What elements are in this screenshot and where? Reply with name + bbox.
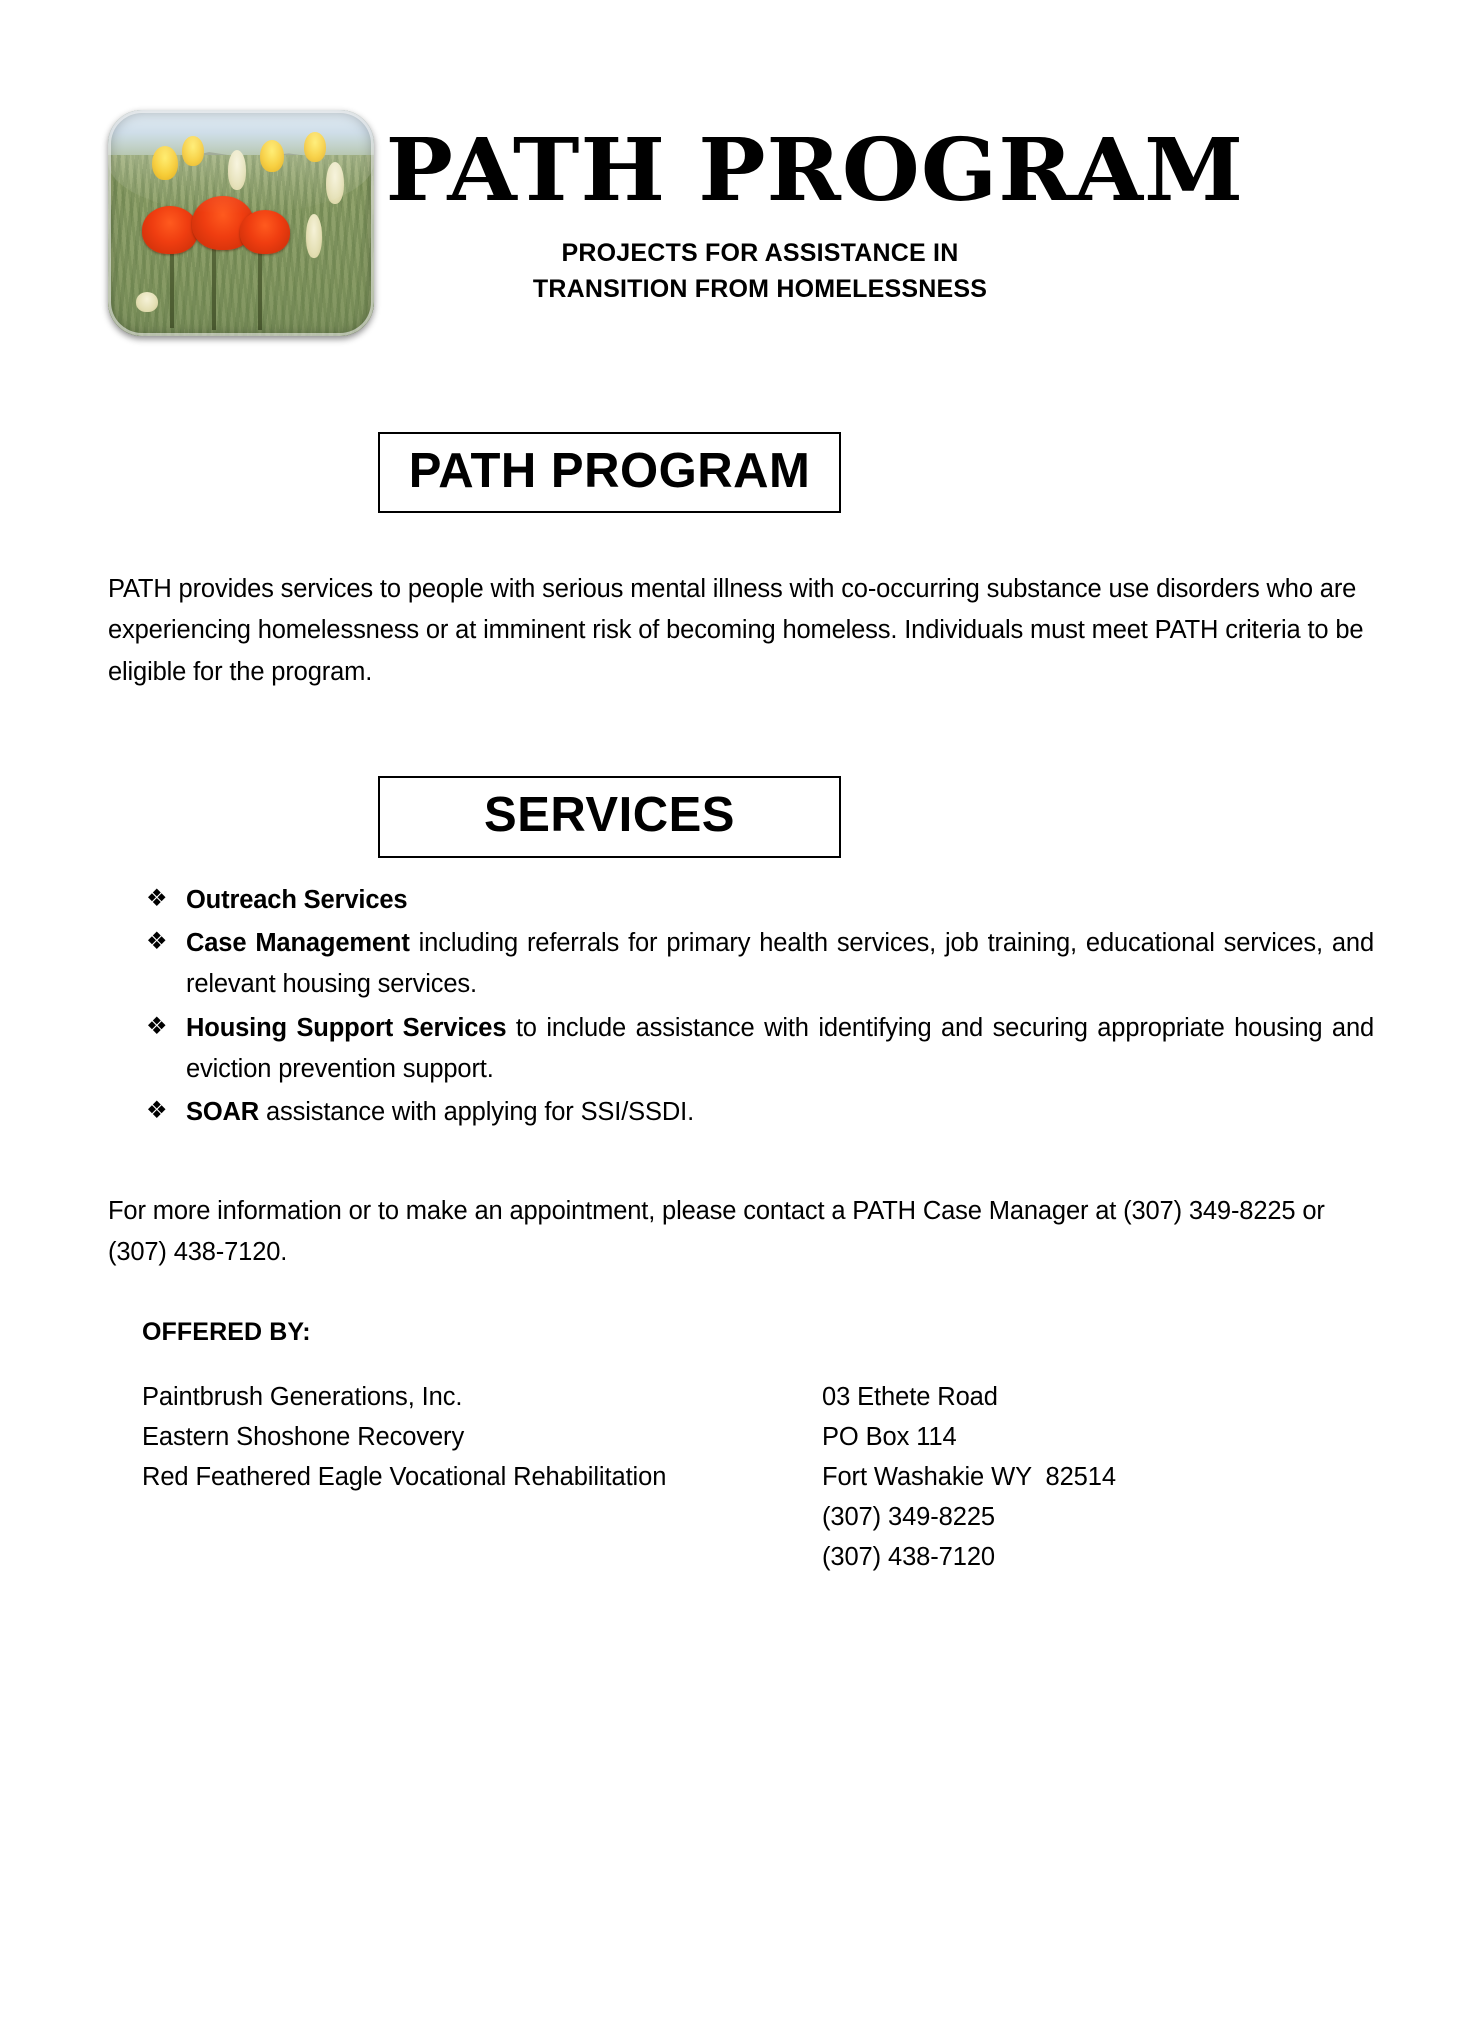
list-item-term: SOAR [186,1098,260,1127]
spacer [0,360,1484,432]
header-title-block [385,120,1245,307]
organization-name: Paintbrush Generations, Inc. [142,1382,463,1411]
services-block [108,880,1374,1134]
offered-by-organizations [142,1377,822,1577]
list-item [146,1008,1374,1091]
photo-yellow-bloom [182,136,204,166]
list-item-text: assistance with applying for SSI/SSDI. [259,1098,695,1127]
page-subtitle-line-1: PROJECTS FOR ASSISTANCE IN [561,239,959,267]
spacer [0,1136,1484,1166]
address-line: PO Box 114 [822,1422,957,1451]
diamond-bullet-icon: ❖ [146,1012,168,1040]
photo-cream-bloom [228,150,246,190]
diamond-bullet-icon: ❖ [146,884,168,912]
page-subtitle [400,236,1120,307]
offered-by-address [822,1377,1242,1577]
program-description-paragraph: PATH provides services to people with serious mental illness with co-occurring substance use disorders who are experiencing homelessness or at imminent risk of becoming homeless. Individuals must meet PATH criteria to be eligible for the program. [108,574,1364,686]
organization-name: Red Feathered Eagle Vocational Rehabilitation [142,1462,667,1491]
photo-red-bloom [142,206,198,254]
list-item [146,923,1374,1006]
list-item-term: Housing Support Services [186,1013,507,1042]
program-description-block [108,569,1374,693]
photo-cream-bloom [136,292,158,312]
document-header [0,110,1484,360]
page-subtitle-line-2: TRANSITION FROM HOMELESSNESS [532,274,988,303]
photo-red-bloom [240,210,290,254]
spacer [0,513,1484,543]
wildflower-photo-logo [108,110,374,336]
services-heading-box [378,776,841,857]
photo-cream-bloom [306,214,322,258]
photo-yellow-bloom [152,146,178,180]
list-item [146,1092,1374,1133]
phone-number: (307) 349-8225 [822,1502,995,1531]
diamond-bullet-icon: ❖ [146,928,168,956]
document-page [0,110,1484,2030]
address-line: 03 Ethete Road [822,1382,998,1411]
organization-name: Eastern Shoshone Recovery [142,1422,465,1451]
path-program-heading-box [378,432,841,513]
page-title: PATH PROGRAM [385,120,1245,221]
list-item-term: Case Management [186,929,410,958]
spacer [0,718,1484,776]
diamond-bullet-icon: ❖ [146,1097,168,1125]
list-item-text: including referrals for primary health services, job training, educational services, and relevant housing services. [186,929,1374,999]
photo-yellow-bloom [260,140,284,172]
contact-paragraph: For more information or to make an appointment, please contact a PATH Case Manager at (307) 349-8225 or (307) 438-7120. [108,1197,1325,1267]
offered-by-label: OFFERED BY: [142,1317,311,1346]
address-line: Fort Washakie WY 82514 [822,1462,1116,1491]
list-item-text: to include assistance with identifying and securing appropriate housing and eviction prevention support. [186,1013,1375,1083]
contact-paragraph-block [108,1191,1374,1274]
offered-by-contact-grid [142,1377,1484,1577]
list-item-term: Outreach Services [186,885,408,914]
services-heading: SERVICES [484,788,735,843]
list-item [146,880,1374,921]
photo-cream-bloom [326,162,344,204]
services-list [108,880,1374,1134]
photo-yellow-bloom [304,132,326,162]
phone-number: (307) 438-7120 [822,1542,995,1571]
path-program-heading: PATH PROGRAM [408,444,811,498]
